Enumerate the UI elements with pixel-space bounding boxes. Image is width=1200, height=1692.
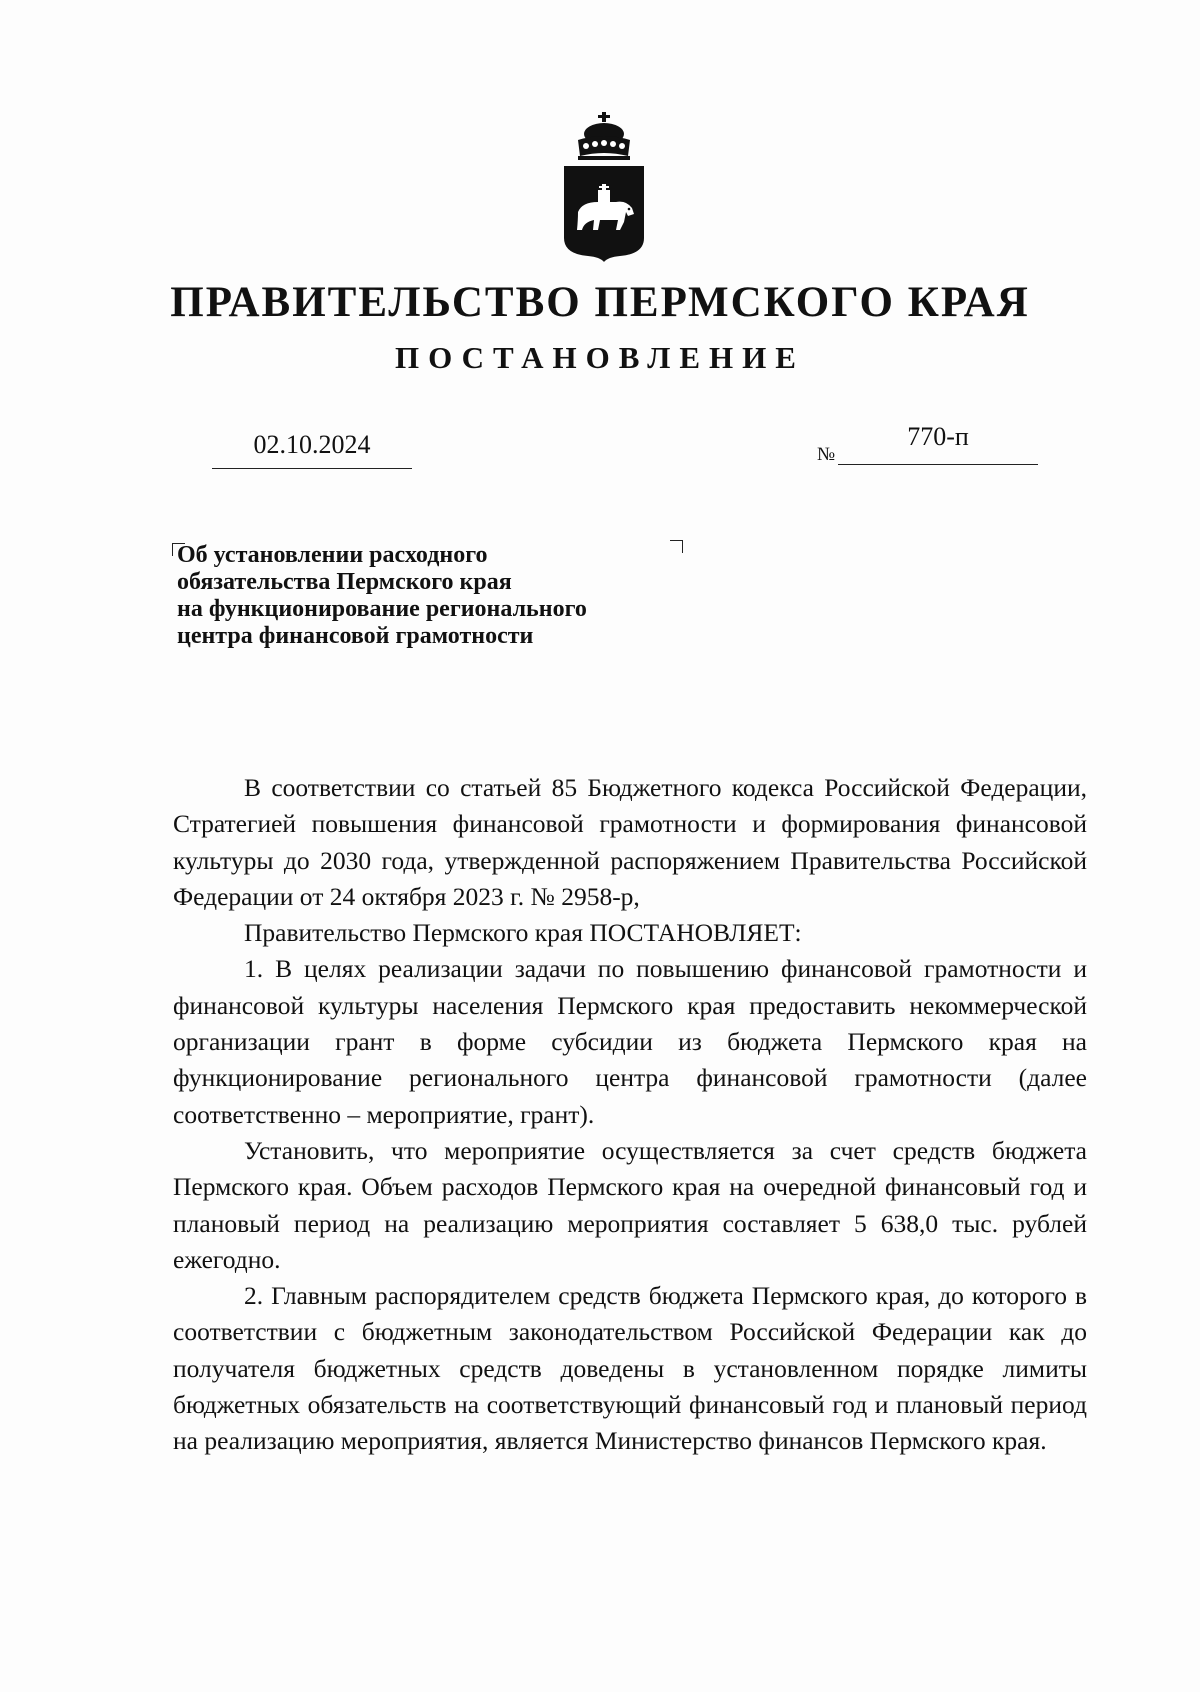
body-paragraph-expenses: Установить, что мероприятие осуществляется за счет средств бюджета Пермского края. Объем расходов Пермского края на очередной финансовый год и плановый период на реализацию мероприятия составляет 5 638,0 тыс. рублей ежегодно. [173, 1135, 1087, 1274]
document-date-field [212, 428, 412, 469]
document-subject [177, 542, 697, 650]
document-body [173, 770, 1087, 1460]
body-paragraph-preamble: В соответствии со статьей 85 Бюджетного кодекса Российской Федерации, Стратегией повышения финансовой грамотности и формирования финансовой культуры до 2030 года, утвержденной распоряжением Правительства Российской Федерации от 24 октября 2023 г. № 2958-р, [173, 773, 1087, 911]
document-type: ПОСТАНОВЛЕНИЕ [395, 340, 805, 375]
subject-line: центра финансовой грамотности [177, 623, 534, 649]
document-number-label: № [817, 444, 836, 465]
document-number: 770-п [907, 422, 969, 451]
subject-line: на функционирование регионального [177, 596, 587, 622]
government-title: ПРАВИТЕЛЬСТВО ПЕРМСКОГО КРАЯ [170, 279, 1030, 326]
subject-line: обязательства Пермского края [177, 569, 512, 595]
document-date: 02.10.2024 [253, 430, 371, 459]
body-paragraph-resolves: Правительство Пермского края ПОСТАНОВЛЯЕТ: [244, 918, 802, 948]
body-paragraph-item-1: 1. В целях реализации задачи по повышению финансовой грамотности и финансовой культуры населения Пермского края предоставить некоммерческой организации грант в форме субсидии из бюджета Пермского края на функционирование регионального центра финансовой грамотности (далее соответственно – мероприятие, грант). [173, 954, 1087, 1129]
document-number-field [838, 420, 1038, 465]
perm-krai-coat-of-arms-icon [560, 112, 648, 262]
body-paragraph-item-2: 2. Главным распорядителем средств бюджета Пермского края, до которого в соответствии с бюджетным законодательством Российской Федерации как до получателя бюджетных средств доведены в установленном порядке лимиты бюджетных обязательств на соответствующий финансовый год и плановый период на реализацию мероприятия, является Министерство финансов Пермского края. [173, 1281, 1087, 1456]
subject-line: Об установлении расходного [177, 542, 488, 568]
